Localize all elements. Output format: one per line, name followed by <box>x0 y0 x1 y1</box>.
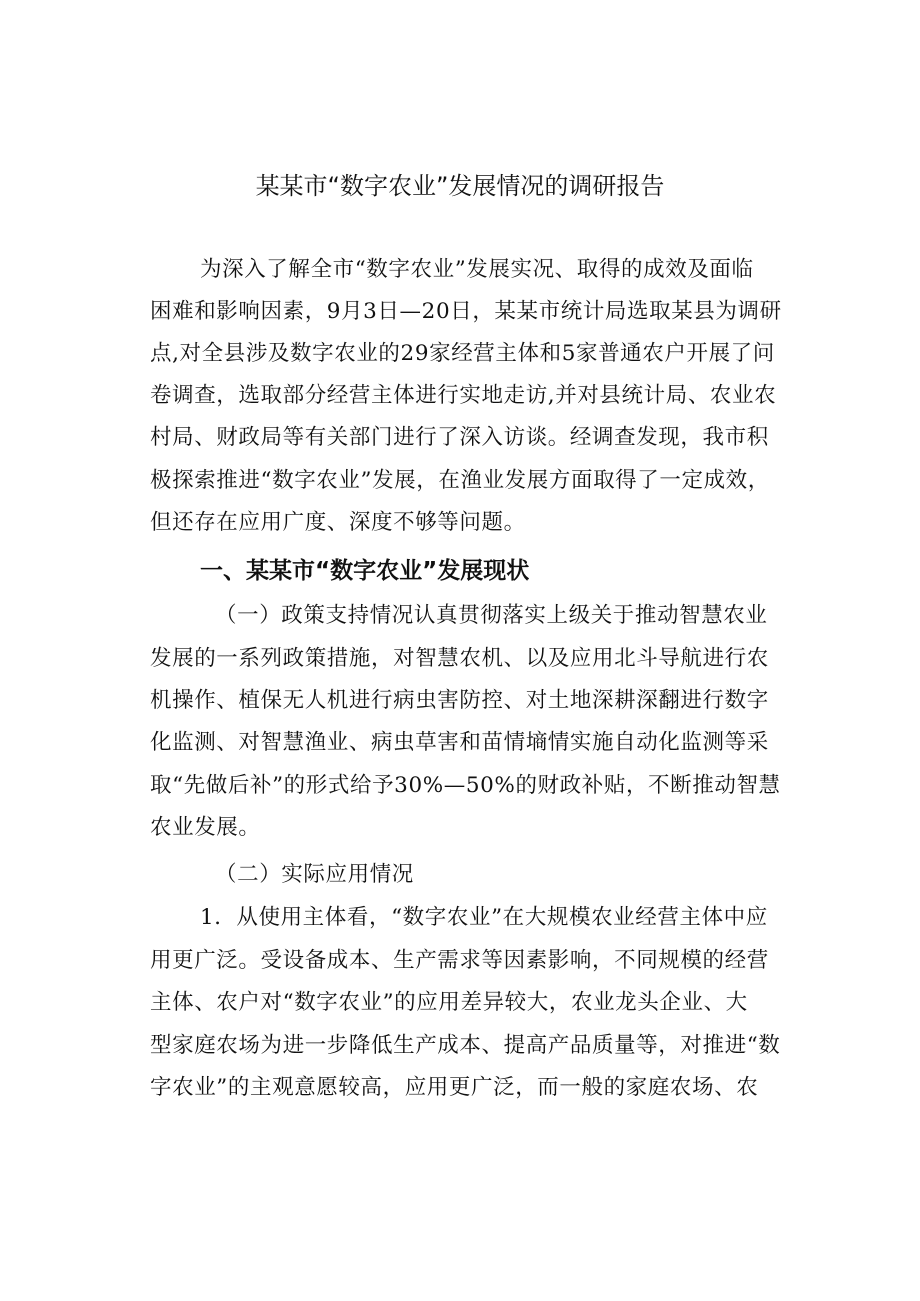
intro-line: 困难和影响因素，9月3日—20日，某某市统计局选取某县为调研 <box>150 299 782 324</box>
policy-line: 发展的一系列政策措施，对智慧农机、以及应用北斗导航进行农 <box>150 646 769 671</box>
policy-line: 机操作、植保无人机进行病虫害防控、对土地深耕深翻进行数字 <box>150 688 769 713</box>
application-line: 用更广泛。受设备成本、生产需求等因素影响，不同规模的经营 <box>150 948 769 973</box>
policy-line: 取“先做后补”的形式给予30%—50%的财政补贴，不断推动智慧 <box>150 773 781 798</box>
section1-heading: 一、某某市“数字农业”发展现状 <box>200 558 530 584</box>
policy-line: 化监测、对智慧渔业、病虫草害和苗情墒情实施自动化监测等采 <box>150 730 769 755</box>
subsection2-heading: （二）实际应用情况 <box>215 862 414 887</box>
intro-line: 卷调查，选取部分经营主体进行实地走访,并对县统计局、农业农 <box>150 383 777 408</box>
application-line: 1．从使用主体看，“数字农业”在大规模农业经营主体中应 <box>200 905 768 930</box>
intro-line: 村局、财政局等有关部门进行了深入访谈。经调查发现，我市积 <box>150 425 769 450</box>
policy-line: （一）政策支持情况认真贯彻落实上级关于推动智慧农业 <box>215 603 768 628</box>
intro-line: 极探索推进“数字农业”发展，在渔业发展方面取得了一定成效， <box>150 468 770 493</box>
intro-line: 但还存在应用广度、深度不够等问题。 <box>150 510 526 535</box>
application-line: 主体、农户对“数字农业”的应用差异较大，农业龙头企业、大 <box>150 990 748 1015</box>
application-line: 型家庭农场为进一步降低生产成本、提高产品质量等，对推进“数 <box>150 1033 781 1058</box>
intro-line: 为深入了解全市“数字农业”发展实况、取得的成效及面临 <box>200 257 754 282</box>
application-line: 字农业”的主观意愿较高，应用更广泛，而一般的家庭农场、农 <box>150 1075 759 1100</box>
intro-line: 点,对全县涉及数字农业的29家经营主体和5家普通农户开展了问 <box>150 341 775 366</box>
policy-line: 农业发展。 <box>150 815 261 840</box>
document-title: 某某市“数字农业”发展情况的调研报告 <box>255 172 665 200</box>
